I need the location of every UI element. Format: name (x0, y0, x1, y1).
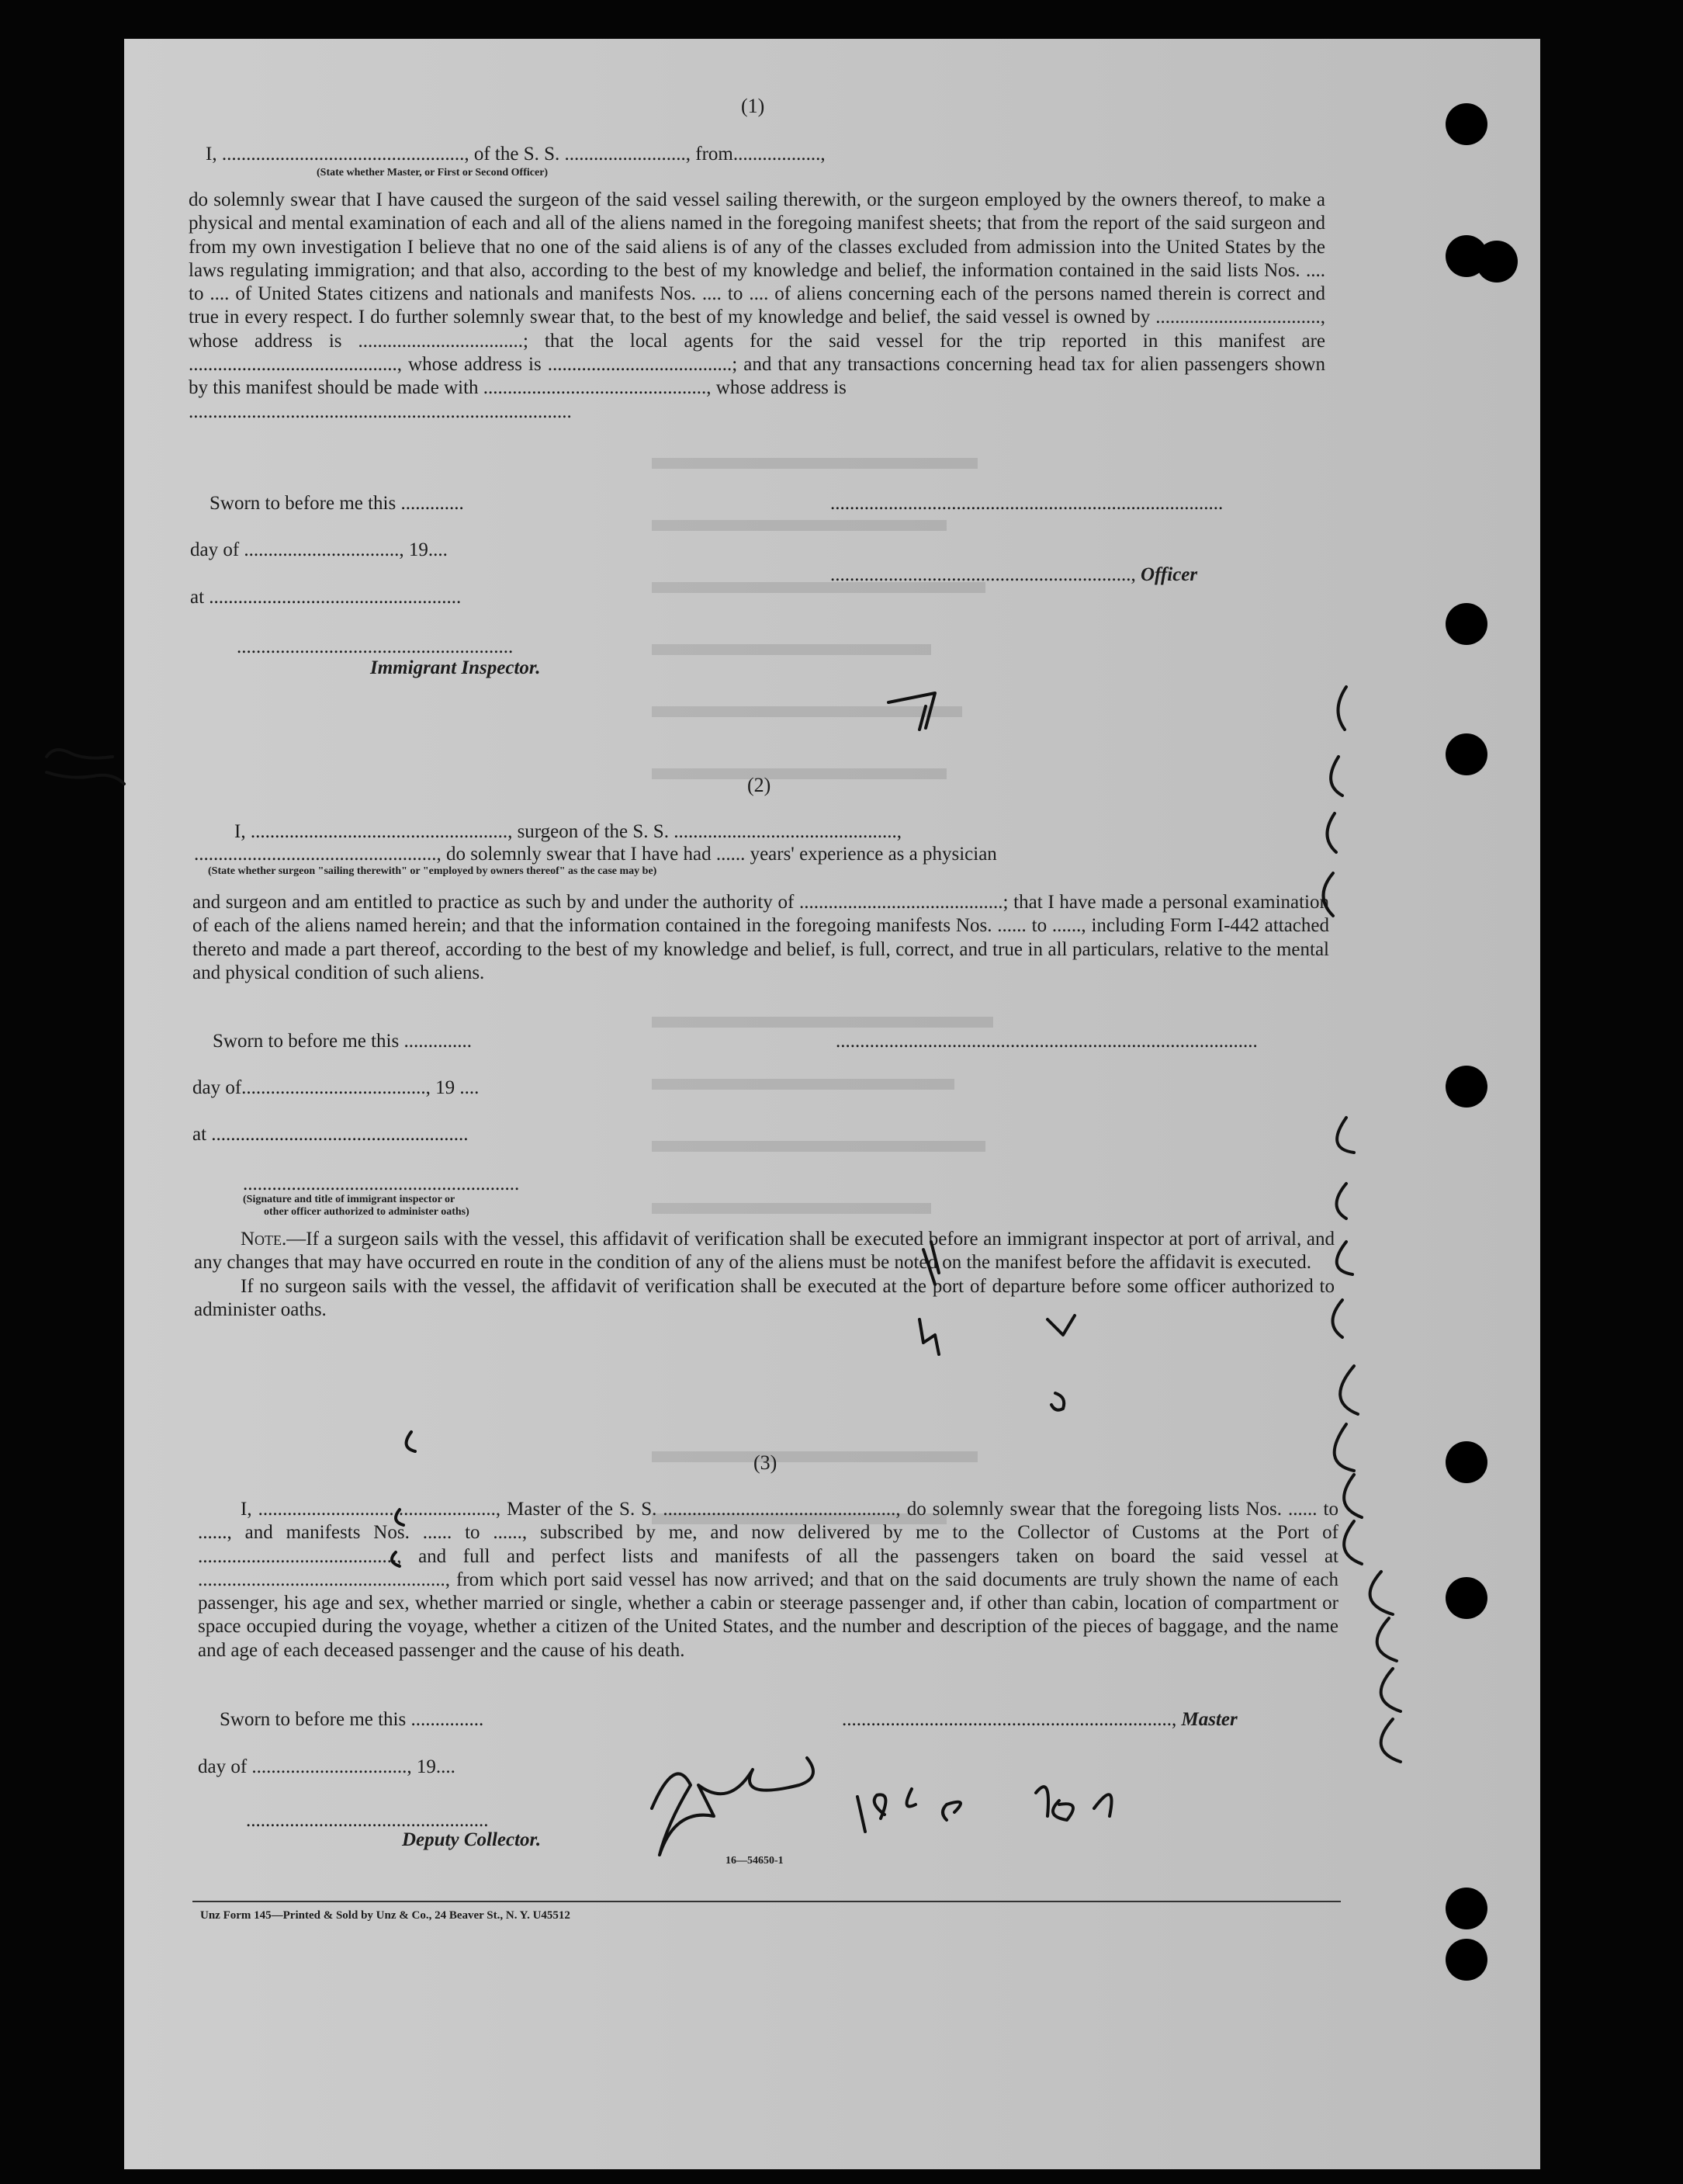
note-label: Note. (241, 1229, 287, 1250)
section-1-number: (1) (741, 95, 765, 117)
section-1-sworn: Sworn to before me this ............. (210, 493, 464, 514)
immigrant-inspector-label: Immigrant Inspector. (370, 657, 541, 678)
surgeon-note: (State whether surgeon "sailing therewith" or "employed by owners thereof" as the case may be) (208, 865, 657, 877)
section-1-day: day of ................................, 19.... (190, 539, 448, 560)
section-2-sworn: Sworn to before me this .............. (213, 1031, 472, 1052)
printer-imprint: Unz Form 145—Printed & Sold by Unz & Co., 24 Beaver St., N. Y. U45512 (200, 1909, 570, 1922)
section-2-experience-line: .................................................., do solemnly swear that I have had ...... years' experience as a physician (194, 844, 997, 865)
section-2-oath-line: I, ....................................................., surgeon of the S. S. .............................................., (234, 821, 902, 842)
section-1-oath-line: I, .................................................., of the S. S. ........................., from.................., (206, 144, 826, 165)
signature-note-line-1: (Signature and title of immigrant inspector or (243, 1194, 455, 1205)
section-1-sworn-dots: ................................................................................. (830, 493, 1224, 514)
signature-note-line-2: other officer authorized to administer oaths) (264, 1206, 469, 1218)
section-1-body: do solemnly swear that I have caused the surgeon of the said vessel sailing therewith, or the surgeon employed by the owners thereof, to make a physical and mental examination of each and all of the aliens named in the foregoing manifest sheets; that from the report of the said surgeon and from my own investigation I believe that no one of the said aliens is of any of the classes excluded from admission into the United States by the laws regulating immigration; and that also, according to the best of my knowledge and belief, the information contained in the said lists Nos. .... to .... of United States citizens and nationals and manifests Nos. .... to .... of aliens concerning each of the persons named therein is correct and true in every respect. I do further solemnly swear that, to the best of my knowledge and belief, the said vessel is owned by .................................., whose address is ..................................; that the local agents for the said vessel for the trip reported in this manifest are ..........................................., whose address is ......................................; and that any transactions concerning head tax for alien passengers shown by this manifest should be made with .............................................., whose address is ............................................................................... (189, 189, 1325, 422)
master-signature-line: ...................................................................., Master (842, 1709, 1238, 1730)
section-2-signature-dots: ......................................................... (243, 1173, 520, 1194)
section-3-number: (3) (753, 1451, 777, 1474)
officer-note: (State whether Master, or First or Second Officer) (317, 167, 549, 179)
master-label: Master (1181, 1709, 1238, 1730)
section-3-body: I, ................................................., Master of the S. S. ................................................, do solemnly swear that the foregoing lists Nos. ...... to ......, and manifests Nos. ...... to ......, subscribed by me, and now delivered by me to the Collector of Customs at the Port of ........................................., and full and perfect lists and manifests of all the passengers taken on board the said vessel at ..................................................., from which port said vessel has now arrived; and that on the said documents are truly shown the name of each passenger, his age and sex, whether married or single, whether a cabin or steerage passenger and, if other than cabin, location of compartment or space occupied during the voyage, whether a citizen of the United States, and the number and description of the pieces of baggage, and the name and age of each deceased passenger and the cause of his death. (198, 1499, 1338, 1661)
section-2-at: at ..................................................... (192, 1124, 469, 1145)
section-2-sworn-dots: ....................................................................................... (836, 1031, 1258, 1052)
officer-signature-line: .............................................................., Officer (830, 564, 1198, 585)
section-1-at: at .................................................... (190, 587, 462, 608)
section-3-sworn: Sworn to before me this ............... (220, 1709, 484, 1730)
section-2-body: and surgeon and am entitled to practice as such by and under the authority of ..........................................; that I have made a personal examination of each of the aliens named herein; and that the information contained in the foregoing manifests Nos. ...... to ......, including Form I-442 attached thereto and made a part thereof, according to the best of my knowledge and belief, is full, correct, and true in all particulars, relative to the mental and physical condition of such aliens. (192, 892, 1329, 983)
section-2-note: Note.—If a surgeon sails with the vessel, this affidavit of verification shall be executed before an immigrant inspector at port of arrival, and any changes that may have occurred en route in the condition of any of the aliens must be noted on the manifest before the affidavit is executed. If no surgeon sails with the vessel, the affidavit of verification shall be executed at the port of departure before some officer authorized to administer oaths. (194, 1229, 1335, 1320)
section-2-number: (2) (747, 774, 771, 796)
section-3-day: day of ................................, 19.... (198, 1756, 455, 1777)
deputy-collector-label: Deputy Collector. (402, 1829, 542, 1850)
officer-label: Officer (1141, 564, 1198, 585)
form-code: 16—54650-1 (725, 1855, 784, 1867)
deputy-signature-dots: .................................................. (246, 1810, 489, 1831)
inspector-signature-dots: ......................................................... (237, 636, 514, 657)
section-2-day: day of......................................, 19 .... (192, 1077, 480, 1098)
